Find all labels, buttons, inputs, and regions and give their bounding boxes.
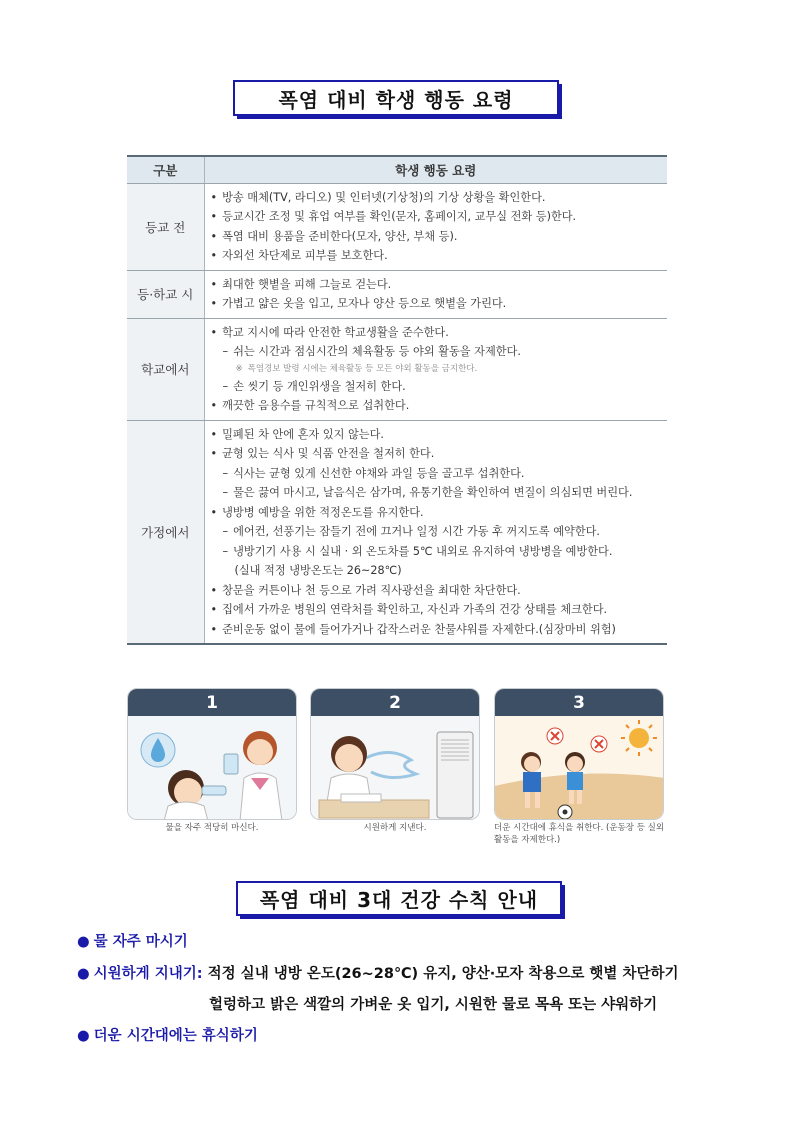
guide-item: • 학교 지시에 따라 안전한 학교생활을 준수한다.	[211, 323, 668, 343]
row-category: 학교에서	[127, 318, 204, 420]
guide-item: • 준비운동 없이 물에 들어가거나 갑작스러운 찬물샤워를 자제한다.(심장마비 위험)	[211, 620, 668, 640]
guide-item: • 자외선 차단제로 피부를 보호한다.	[211, 246, 668, 266]
illustration-panel-1	[127, 688, 297, 820]
table-row	[127, 420, 667, 644]
rule-label: 물 자주 마시기	[93, 934, 188, 950]
panel-caption-1: 물을 자주 적당히 마신다.	[165, 823, 259, 833]
guide-item: – 냉방기기 사용 시 실내 · 외 온도차를 5℃ 내외로 유지하여 냉방병을 예방한다.	[211, 542, 668, 562]
panel-number: 3	[495, 689, 663, 716]
guide-item: – 식사는 균형 있게 신선한 야채와 과일 등을 골고루 섭취한다.	[211, 464, 668, 484]
guide-item: • 가볍고 얇은 옷을 입고, 모자나 양산 등으로 햇볕을 가린다.	[211, 294, 668, 314]
guide-item: • 등교시간 조정 및 휴업 여부를 확인(문자, 홈페이지, 교무실 전화 등)한다.	[211, 207, 668, 227]
illustration-panel-2	[310, 688, 480, 820]
guide-item: • 밀폐된 차 안에 혼자 있지 않는다.	[211, 425, 668, 445]
panel-number: 2	[311, 689, 479, 716]
rule-item-1	[77, 930, 188, 951]
guide-item: – 손 씻기 등 개인위생을 철저히 한다.	[211, 377, 668, 397]
water-drop-icon	[141, 733, 175, 767]
guide-item: ※ 폭염경보 발령 시에는 체육활동 등 모든 야외 활동을 금지한다.	[211, 362, 668, 377]
rule-item-2	[77, 962, 679, 983]
table-row	[127, 270, 667, 318]
rule-label: 시원하게 지내기:	[93, 966, 203, 982]
rule-text: 적정 실내 냉방 온도(26~28℃) 유지, 양산·모자 착용으로 햇볕 차단하기	[207, 966, 679, 982]
guide-item: • 폭염 대비 용품을 준비한다(모자, 양산, 부채 등).	[211, 227, 668, 247]
guide-item: • 균형 있는 식사 및 식품 안전을 철저히 한다.	[211, 444, 668, 464]
guide-item: – 에어컨, 선풍기는 잠들기 전에 끄거나 일정 시간 가동 후 꺼지도록 예약한다.	[211, 522, 668, 542]
table-row	[127, 318, 667, 420]
drinking-water-illustration	[128, 716, 297, 820]
rest-illustration	[495, 716, 664, 820]
header-category: 구분	[127, 156, 204, 183]
row-items	[204, 270, 667, 318]
header-guide: 학생 행동 요령	[204, 156, 667, 183]
guide-item: • 집에서 가까운 병원의 연락처를 확인하고, 자신과 가족의 건강 상태를 체크한다.	[211, 600, 668, 620]
guide-item: – 쉬는 시간과 점심시간의 체육활동 등 야외 활동을 자제한다.	[211, 342, 668, 362]
guide-item: – 물은 끓여 마시고, 날음식은 삼가며, 유통기한을 확인하여 변질이 의심되면 버린다.	[211, 483, 668, 503]
panel-caption-3: 더운 시간대에 휴식을 취한다. (운동장 등 실외활동을 자제한다.)	[494, 823, 665, 845]
row-category: 가정에서	[127, 420, 204, 644]
bullet-icon: ●	[77, 1028, 90, 1044]
ball-icon	[558, 805, 572, 819]
row-items	[204, 183, 667, 270]
behavior-guide-table	[127, 155, 667, 645]
row-items	[204, 318, 667, 420]
bullet-icon: ●	[77, 966, 90, 982]
rule-item-3	[77, 1024, 258, 1045]
row-category: 등교 전	[127, 183, 204, 270]
guide-item: • 깨끗한 음용수를 규칙적으로 섭취한다.	[211, 396, 668, 416]
illustration-panel-3	[494, 688, 664, 820]
guide-item: • 최대한 햇볕을 피해 그늘로 걷는다.	[211, 275, 668, 295]
guide-item: (실내 적정 냉방온도는 26~28℃)	[234, 564, 402, 577]
guide-item: • 냉방병 예방을 위한 적정온도를 유지한다.	[211, 503, 668, 523]
guide-item: • 창문을 커튼이나 천 등으로 가려 직사광선을 최대한 차단한다.	[211, 581, 668, 601]
panel-number: 1	[128, 689, 296, 716]
rule-item-2-continued: 헐렁하고 밝은 색깔의 가벼운 옷 입기, 시원한 물로 목욕 또는 샤워하기	[209, 997, 658, 1013]
rule-label: 더운 시간대에는 휴식하기	[93, 1028, 258, 1044]
guide-item: • 방송 매체(TV, 라디오) 및 인터넷(기상청)의 기상 상황을 확인한다.	[211, 188, 668, 208]
row-items	[204, 420, 667, 644]
table-header-row	[127, 156, 667, 183]
bullet-icon: ●	[77, 934, 90, 950]
cool-room-illustration	[311, 716, 480, 820]
section-title: 폭염 대비 3대 건강 수칙 안내	[236, 881, 562, 916]
page-title: 폭염 대비 학생 행동 요령	[233, 80, 559, 116]
table-row	[127, 183, 667, 270]
row-category: 등·하교 시	[127, 270, 204, 318]
panel-caption-2: 시원하게 지낸다.	[363, 823, 427, 833]
